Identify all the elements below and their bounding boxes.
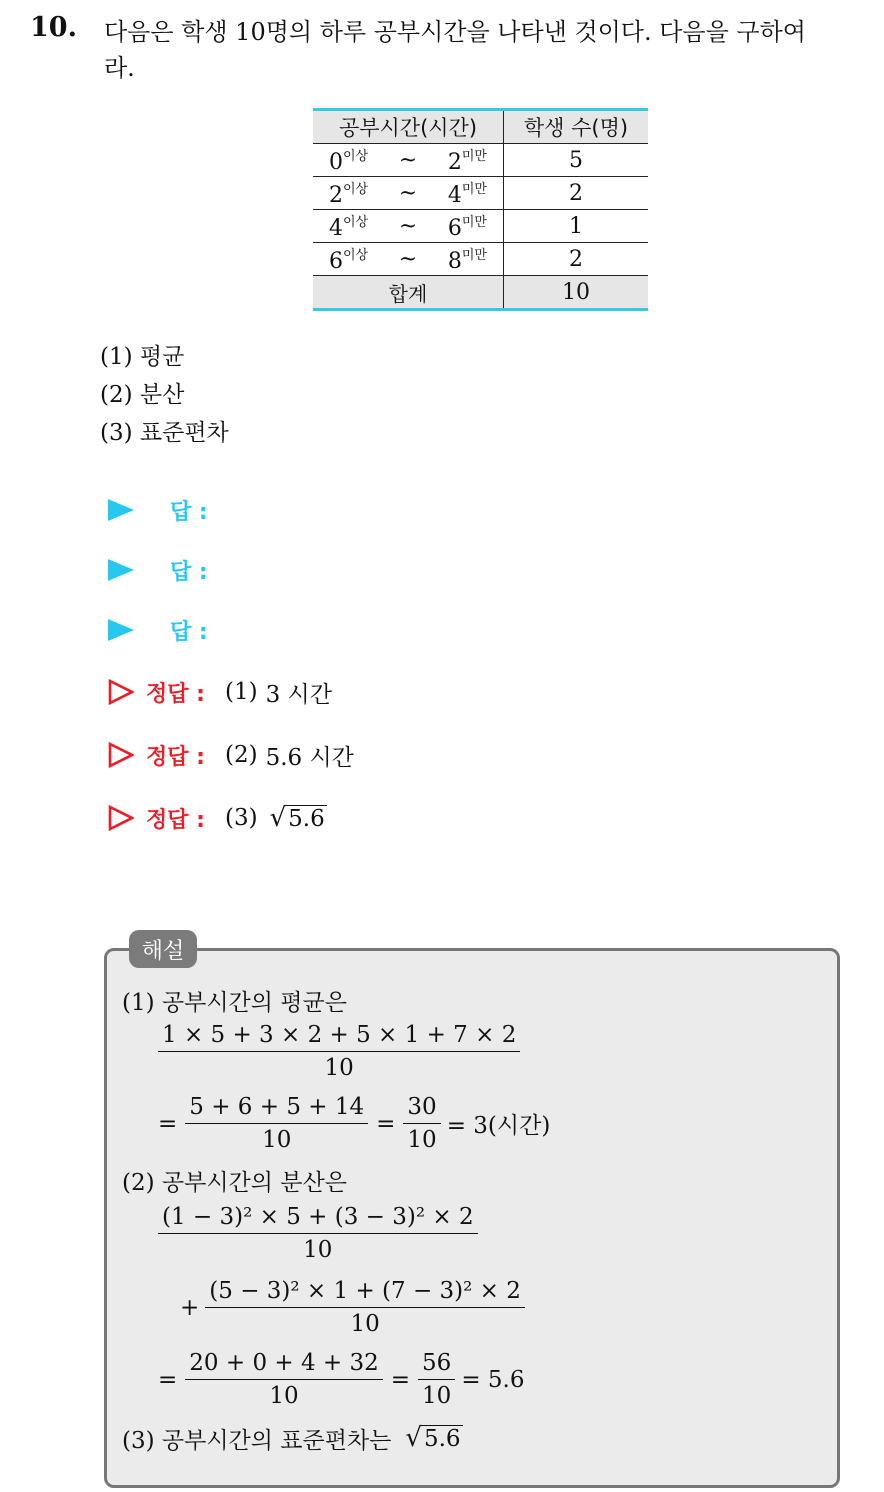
- total-label: 합계: [313, 276, 504, 310]
- fraction: [158, 1022, 520, 1081]
- range-to-sup: 미만: [461, 215, 487, 230]
- p1-equation-line: [158, 1094, 550, 1153]
- range-tilde: ~: [398, 246, 418, 272]
- range-from-sup: 이상: [343, 248, 369, 263]
- denominator: 10: [269, 1383, 299, 1409]
- range-to-sup: 미만: [461, 149, 487, 164]
- table-row: [313, 144, 648, 177]
- p3-line: [122, 1422, 463, 1455]
- range-from-sup: 이상: [343, 182, 369, 197]
- numerator: 56: [418, 1350, 455, 1380]
- solution-num: (1): [224, 679, 258, 705]
- solution-value: 5.6 시간: [265, 744, 354, 771]
- explanation-p1-intro: (1) 공부시간의 평균은: [122, 990, 347, 1016]
- solution-num: (3): [224, 805, 258, 831]
- p2-result: = 5.6: [461, 1366, 525, 1393]
- equals-sign: =: [158, 1366, 178, 1393]
- p2-equation-line: [158, 1350, 525, 1409]
- sqrt-expression: [269, 802, 327, 833]
- range-from-sup: 이상: [343, 149, 369, 164]
- answer-label: 답 :: [170, 559, 208, 585]
- sqrt-expression: [405, 1425, 462, 1452]
- fraction: [185, 1094, 368, 1153]
- question-text-line2: 라.: [104, 54, 135, 82]
- triangle-outline-icon: [108, 805, 134, 831]
- subquestion-3: (3) 표준편차: [100, 420, 229, 446]
- table-row: [313, 243, 648, 276]
- triangle-filled-icon: [108, 619, 134, 641]
- numerator: 5 + 6 + 5 + 14: [185, 1094, 368, 1124]
- solution-row-3: [108, 798, 327, 838]
- explanation-p3-intro: (3) 공부시간의 표준편차는: [122, 1428, 392, 1454]
- solution-label: 정답 :: [146, 681, 205, 707]
- header-student-count: 학생 수(명): [504, 110, 649, 144]
- numerator: (1 − 3)² × 5 + (3 − 3)² × 2: [158, 1204, 478, 1234]
- equals-sign: =: [376, 1110, 396, 1137]
- fraction: [158, 1204, 478, 1263]
- range-to: 2: [447, 150, 462, 175]
- triangle-outline-icon: [108, 679, 134, 705]
- sqrt-icon: √: [405, 1423, 422, 1453]
- solution-row-2: [108, 735, 354, 775]
- subquestion-2: (2) 분산: [100, 382, 185, 408]
- denominator: 10: [303, 1237, 333, 1263]
- answer-row-3: [108, 610, 208, 650]
- numerator: 20 + 0 + 4 + 32: [185, 1350, 382, 1380]
- header-study-time: 공부시간(시간): [313, 110, 504, 144]
- solution-label: 정답 :: [146, 744, 205, 770]
- range-to-sup: 미만: [461, 182, 487, 197]
- solution-value: 5.6: [288, 805, 325, 832]
- explanation-p2-intro: (2) 공부시간의 분산은: [122, 1170, 347, 1196]
- denominator: 10: [350, 1311, 380, 1337]
- fraction: [418, 1350, 455, 1409]
- denominator: 10: [324, 1055, 354, 1081]
- range-from: 4: [329, 216, 343, 241]
- range-tilde: ~: [398, 147, 418, 173]
- row-count: 1: [504, 210, 649, 243]
- question-text: [104, 14, 864, 86]
- answer-label: 답 :: [170, 619, 208, 645]
- equals-sign: =: [158, 1110, 178, 1137]
- answer-row-1: [108, 490, 208, 530]
- p1-result: = 3(시간): [446, 1113, 551, 1139]
- plus-sign: +: [180, 1294, 200, 1321]
- p2-fraction-b-line: [180, 1278, 525, 1337]
- triangle-outline-icon: [108, 742, 134, 768]
- numerator: 30: [403, 1094, 440, 1124]
- answer-row-2: [108, 550, 208, 590]
- equals-sign: =: [390, 1366, 411, 1393]
- range-from: 6: [329, 249, 343, 274]
- range-from: 0: [329, 150, 343, 175]
- row-count: 5: [504, 144, 649, 177]
- solution-label: 정답 :: [146, 807, 205, 833]
- solution-value: 3 시간: [265, 681, 332, 708]
- row-count: 2: [504, 177, 649, 210]
- denominator: 10: [262, 1127, 292, 1153]
- table-total-row: [313, 276, 648, 310]
- p3-value: 5.6: [423, 1426, 461, 1452]
- triangle-filled-icon: [108, 499, 134, 521]
- table-row: [313, 210, 648, 243]
- range-to-sup: 미만: [461, 248, 487, 263]
- explanation-tag: 해설: [129, 930, 197, 968]
- range-tilde: ~: [398, 213, 418, 239]
- answer-label: 답 :: [170, 499, 208, 525]
- fraction: [185, 1350, 382, 1409]
- question-number: 10.: [30, 12, 77, 43]
- numerator: (5 − 3)² × 1 + (7 − 3)² × 2: [205, 1278, 525, 1308]
- numerator: 1 × 5 + 3 × 2 + 5 × 1 + 7 × 2: [158, 1022, 520, 1052]
- table-header-row: [313, 110, 648, 144]
- denominator: 10: [422, 1383, 452, 1409]
- triangle-filled-icon: [108, 559, 134, 581]
- question-text-line1: 다음은 학생 10명의 하루 공부시간을 나타낸 것이다. 다음을 구하여: [104, 18, 806, 46]
- solution-num: (2): [224, 742, 258, 768]
- sqrt-icon: √: [269, 802, 287, 833]
- fraction: [403, 1094, 440, 1153]
- range-to: 6: [447, 216, 462, 241]
- frequency-table: [313, 108, 648, 311]
- range-tilde: ~: [398, 180, 418, 206]
- solution-row-1: [108, 672, 332, 712]
- range-from: 2: [329, 183, 343, 208]
- range-from-sup: 이상: [343, 215, 369, 230]
- range-to: 8: [447, 249, 462, 274]
- p2-fraction-a-line: [158, 1204, 478, 1263]
- denominator: 10: [407, 1127, 437, 1153]
- p1-fraction-line: [158, 1022, 520, 1081]
- total-value: 10: [504, 276, 649, 310]
- fraction: [205, 1278, 525, 1337]
- range-to: 4: [447, 183, 462, 208]
- row-count: 2: [504, 243, 649, 276]
- subquestion-1: (1) 평균: [100, 344, 185, 370]
- table-row: [313, 177, 648, 210]
